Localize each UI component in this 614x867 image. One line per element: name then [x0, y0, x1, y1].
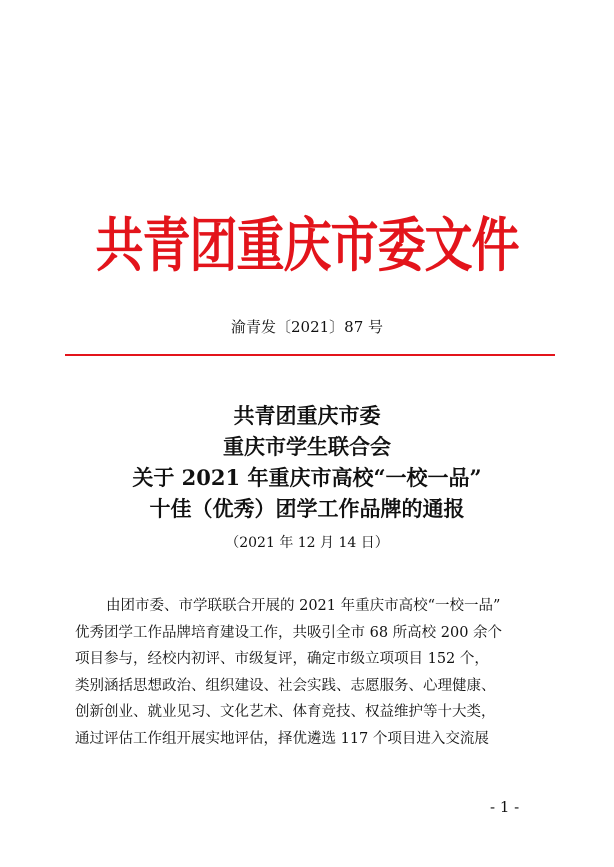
notice-date: （2021 年 12 月 14 日）: [225, 535, 389, 551]
notice-title-line: 关于 2021 年重庆市高校“一校一品”: [132, 465, 482, 490]
body-line: 项目参与，经校内初评、市级复评，确定市级立项项目 152 个，: [75, 651, 489, 668]
notice-title-line: 重庆市学生联合会: [223, 434, 391, 459]
notice-title-line: 十佳（优秀）团学工作品牌的通报: [149, 496, 465, 521]
document-number: 渝青发〔2021〕87 号: [230, 318, 384, 336]
red-divider-line: [65, 354, 555, 356]
document-header-title: 共青团重庆市委文件: [95, 211, 519, 281]
body-line: 由团市委、市学联联合开展的 2021 年重庆市高校“一校一品”: [106, 598, 501, 614]
body-paragraph: [75, 593, 545, 753]
notice-title-line: 共青团重庆市委: [233, 403, 381, 428]
page-number: - 1 -: [490, 798, 520, 816]
body-line: 通过评估工作组开展实地评估，择优遴选 117 个项目进入交流展: [75, 730, 489, 747]
notice-title: [0, 400, 614, 524]
body-line: 创新创业、就业见习、文化艺术、体育竞技、权益维护等十大类，: [75, 704, 496, 721]
body-line: 优秀团学工作品牌培育建设工作，共吸引全市 68 所高校 200 余个: [75, 624, 503, 641]
body-line: 类别涵括思想政治、组织建设、社会实践、志愿服务、心理健康、: [75, 677, 496, 694]
